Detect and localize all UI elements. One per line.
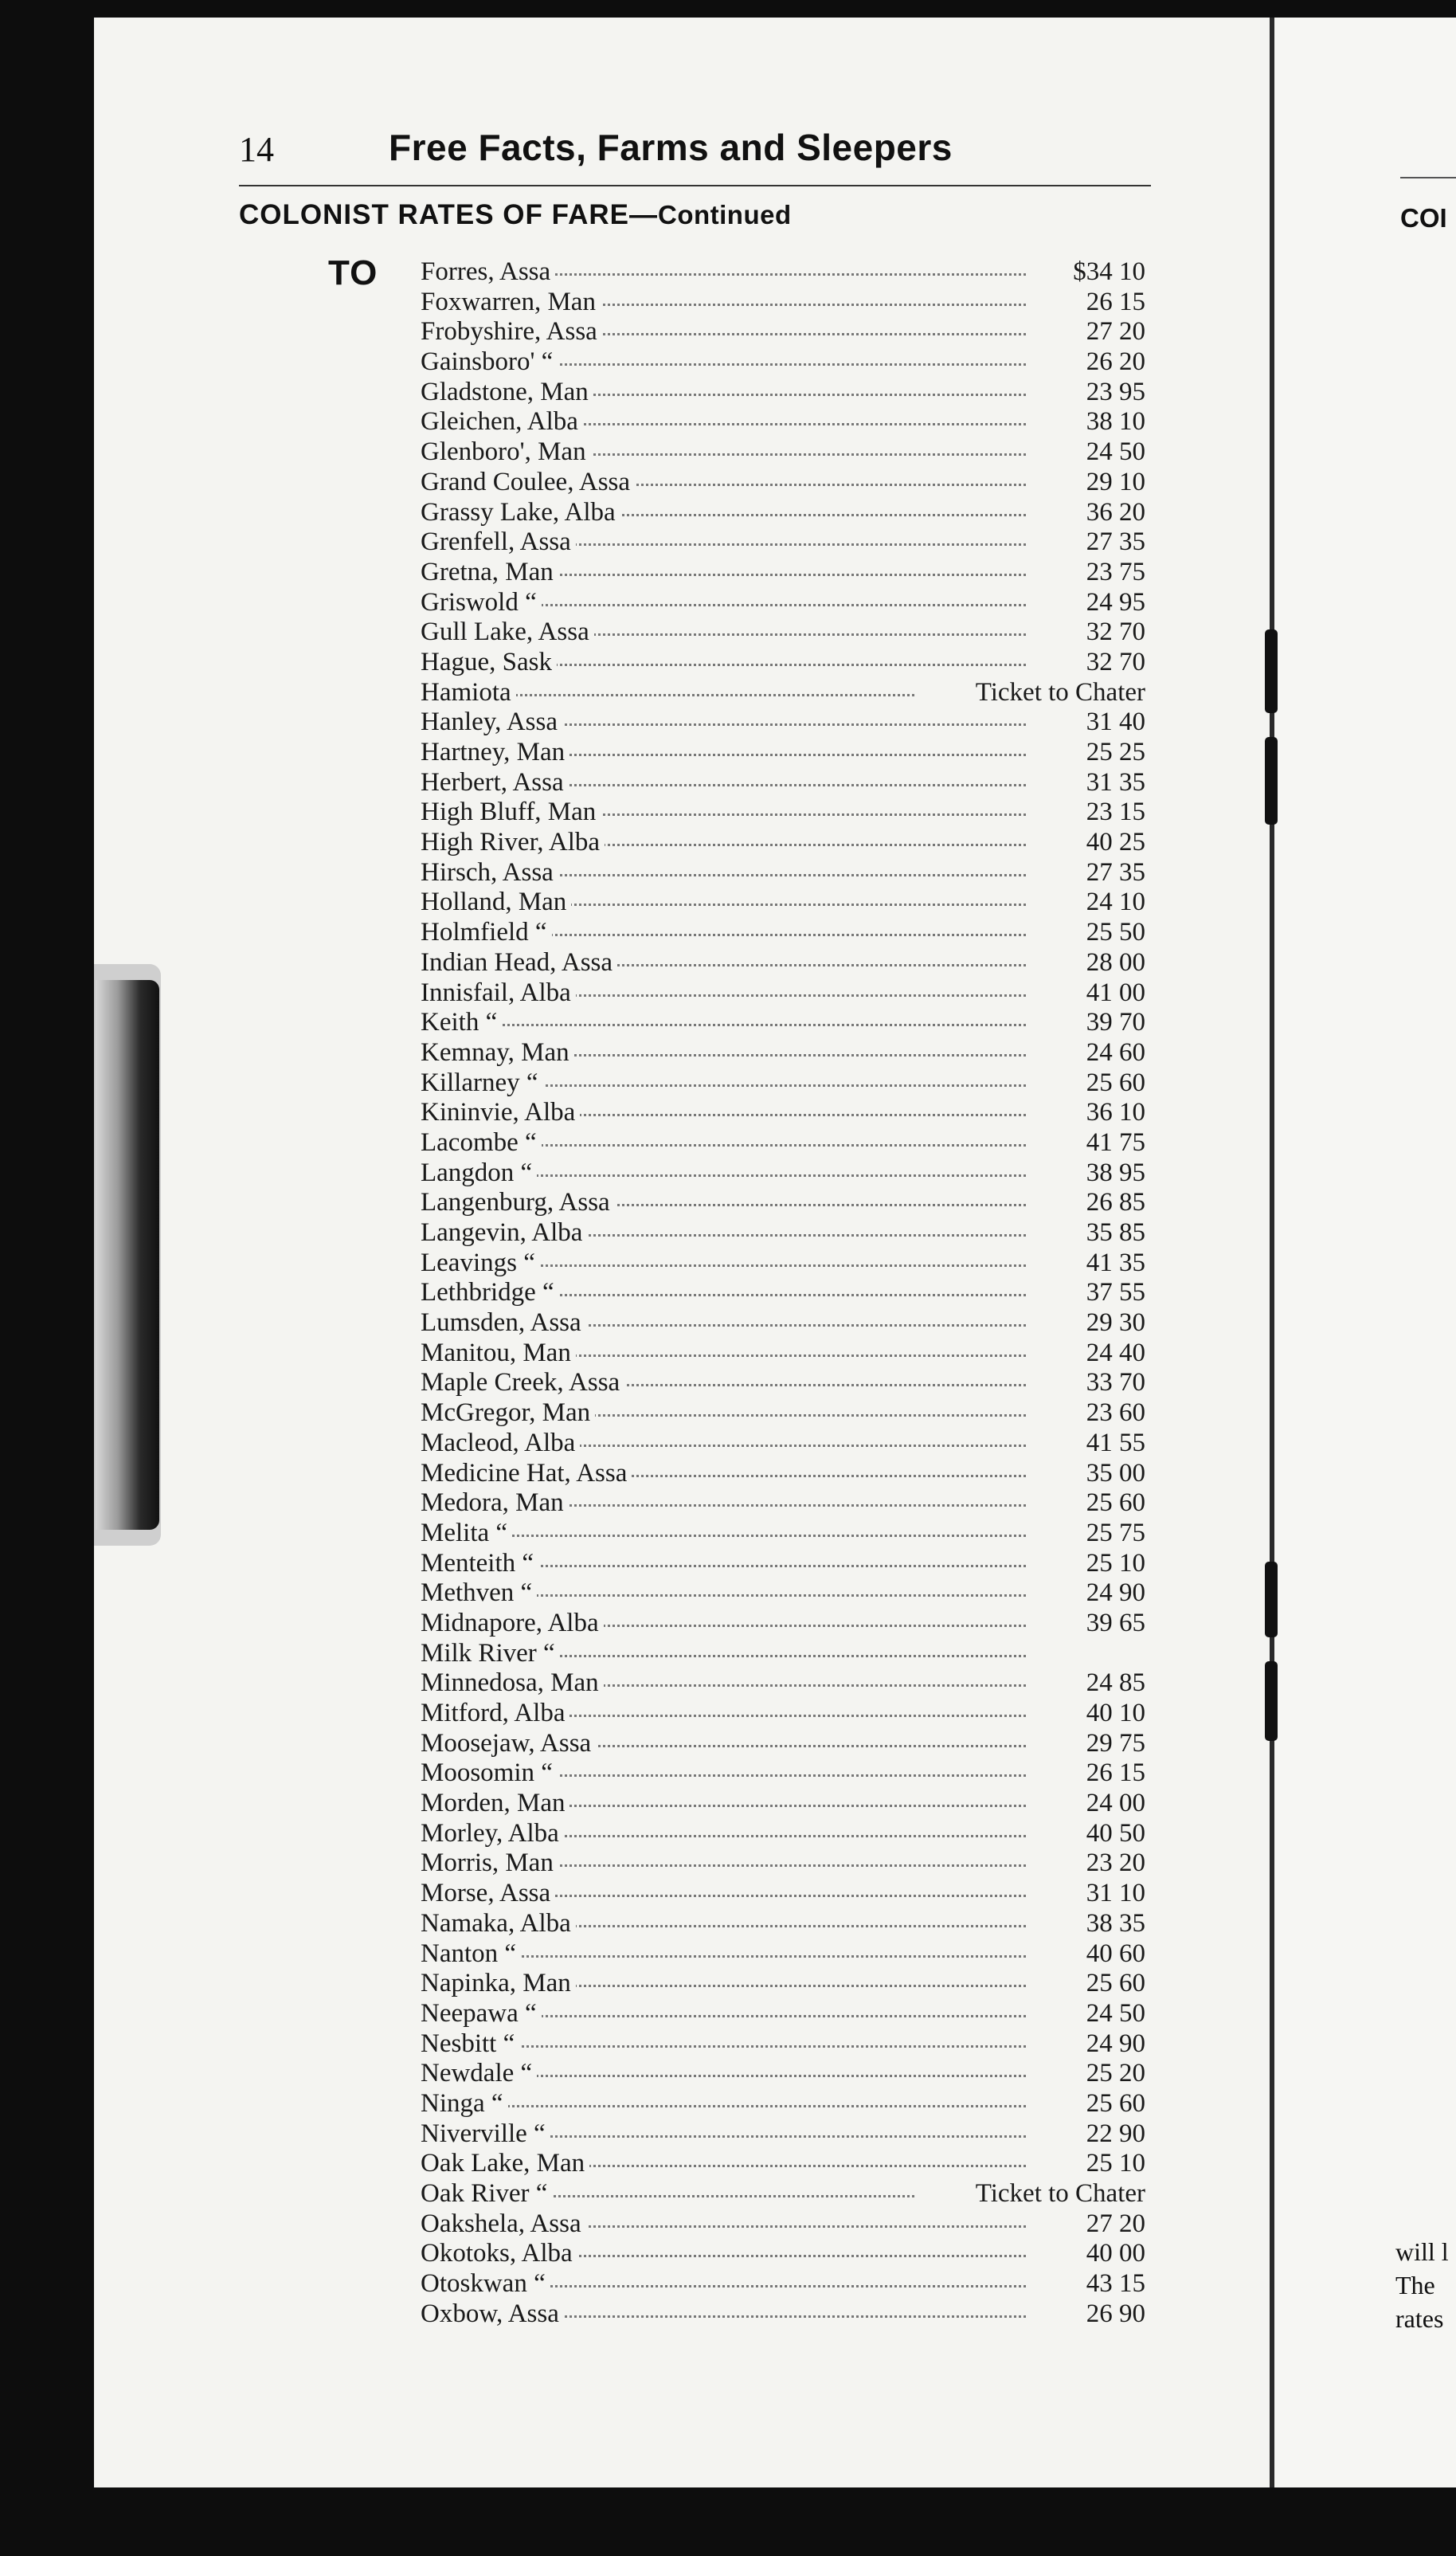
list-item bbox=[421, 648, 1145, 678]
fare-amount: 26 15 bbox=[1026, 1758, 1145, 1788]
destination-name: Oak River “ bbox=[421, 2179, 552, 2209]
list-item bbox=[421, 1819, 1145, 1849]
destination-name: Nesbitt “ bbox=[421, 2029, 519, 2059]
fare-amount: 25 60 bbox=[1026, 1488, 1145, 1518]
list-item bbox=[421, 2179, 1145, 2209]
list-item bbox=[421, 1278, 1145, 1308]
list-item bbox=[421, 1249, 1145, 1279]
list-item bbox=[421, 1789, 1145, 1819]
fare-amount: 24 90 bbox=[1026, 1578, 1145, 1608]
list-item bbox=[421, 527, 1145, 558]
destination-name: Frobyshire, Assa bbox=[421, 317, 602, 347]
facing-page-heading: COI bbox=[1400, 203, 1447, 233]
fare-amount: 39 70 bbox=[1026, 1008, 1145, 1037]
fare-amount: 23 75 bbox=[1026, 558, 1145, 587]
list-item bbox=[421, 2119, 1145, 2150]
fare-amount: 29 10 bbox=[1026, 468, 1145, 497]
fare-amount: 27 35 bbox=[1026, 858, 1145, 888]
destination-name: Gretna, Man bbox=[421, 558, 558, 587]
fare-amount: Ticket to Chater bbox=[914, 2179, 1145, 2209]
fare-amount: 25 25 bbox=[1026, 738, 1145, 767]
list-item bbox=[421, 1459, 1145, 1489]
fare-amount: 23 95 bbox=[1026, 378, 1145, 407]
fare-amount: 24 50 bbox=[1026, 437, 1145, 467]
fare-amount: 35 85 bbox=[1026, 1218, 1145, 1248]
destination-name: Methven “ bbox=[421, 1578, 537, 1608]
list-item bbox=[421, 1038, 1145, 1068]
fare-amount: 36 20 bbox=[1026, 498, 1145, 527]
fare-amount: 32 70 bbox=[1026, 617, 1145, 647]
list-item bbox=[421, 1488, 1145, 1519]
facing-page-line: rates bbox=[1395, 2304, 1444, 2333]
destination-name: Herbert, Assa bbox=[421, 768, 569, 798]
fare-amount: 23 20 bbox=[1026, 1848, 1145, 1878]
fare-amount: 41 00 bbox=[1026, 978, 1145, 1008]
destination-name: Lethbridge “ bbox=[421, 1278, 559, 1307]
fare-amount: 41 35 bbox=[1026, 1249, 1145, 1278]
destination-name: Morse, Assa bbox=[421, 1879, 555, 1908]
fare-amount: 26 85 bbox=[1026, 1188, 1145, 1217]
list-item bbox=[421, 1339, 1145, 1369]
list-item bbox=[421, 828, 1145, 858]
section-dash: — bbox=[628, 199, 658, 230]
destination-name: Gull Lake, Assa bbox=[421, 617, 594, 647]
destination-name: Mitford, Alba bbox=[421, 1699, 569, 1728]
destination-name: Midnapore, Alba bbox=[421, 1609, 604, 1638]
list-item bbox=[421, 558, 1145, 588]
list-item bbox=[421, 347, 1145, 378]
fare-amount: 32 70 bbox=[1026, 648, 1145, 677]
destination-name: Medicine Hat, Assa bbox=[421, 1459, 632, 1488]
list-item bbox=[421, 317, 1145, 347]
destination-name: Morris, Man bbox=[421, 1848, 558, 1878]
destination-name: Medora, Man bbox=[421, 1488, 569, 1518]
leader-dots bbox=[421, 2105, 1026, 2107]
list-item bbox=[421, 1639, 1145, 1669]
facing-page-line: The bbox=[1395, 2271, 1435, 2299]
list-item bbox=[421, 738, 1145, 768]
destination-name: Kininvie, Alba bbox=[421, 1098, 580, 1127]
list-item bbox=[421, 2089, 1145, 2119]
destination-name: Morden, Man bbox=[421, 1789, 569, 1818]
header-rule bbox=[239, 185, 1151, 186]
list-item bbox=[421, 1879, 1145, 1909]
list-item bbox=[421, 468, 1145, 498]
list-item bbox=[421, 1549, 1145, 1579]
list-item bbox=[421, 1218, 1145, 1249]
destination-name: Innisfail, Alba bbox=[421, 978, 576, 1008]
destination-name: Melita “ bbox=[421, 1519, 512, 1548]
list-item bbox=[421, 1668, 1145, 1699]
destination-name: Kemnay, Man bbox=[421, 1038, 574, 1068]
destination-name: Hague, Sask bbox=[421, 648, 557, 677]
fare-amount: 23 60 bbox=[1026, 1398, 1145, 1428]
list-item bbox=[421, 588, 1145, 618]
list-item bbox=[421, 378, 1145, 408]
fare-amount: 25 60 bbox=[1026, 1068, 1145, 1098]
fare-amount: 25 60 bbox=[1026, 2089, 1145, 2119]
fare-amount: 23 15 bbox=[1026, 798, 1145, 827]
fare-amount: 24 10 bbox=[1026, 888, 1145, 917]
list-item bbox=[421, 948, 1145, 978]
destination-name: Gleichen, Alba bbox=[421, 407, 583, 437]
fare-amount: 31 10 bbox=[1026, 1879, 1145, 1908]
list-item bbox=[421, 1699, 1145, 1729]
destination-name: Gladstone, Man bbox=[421, 378, 593, 407]
destination-name: Hirsch, Assa bbox=[421, 858, 558, 888]
fare-amount: 37 55 bbox=[1026, 1278, 1145, 1307]
fare-amount: 40 50 bbox=[1026, 1819, 1145, 1848]
fare-amount: 24 40 bbox=[1026, 1339, 1145, 1368]
list-item bbox=[421, 1398, 1145, 1429]
list-item bbox=[421, 437, 1145, 468]
fare-amount: 26 20 bbox=[1026, 347, 1145, 377]
fare-amount: 40 25 bbox=[1026, 828, 1145, 857]
list-item bbox=[421, 2059, 1145, 2089]
destination-name: Otoskwan “ bbox=[421, 2269, 550, 2299]
list-item bbox=[421, 1368, 1145, 1398]
destination-name: High Bluff, Man bbox=[421, 798, 601, 827]
list-item bbox=[421, 858, 1145, 888]
list-item bbox=[421, 1909, 1145, 1939]
list-item bbox=[421, 1429, 1145, 1459]
destination-name: Oakshela, Assa bbox=[421, 2209, 586, 2239]
list-item bbox=[421, 407, 1145, 437]
to-label: TO bbox=[328, 253, 378, 292]
list-item bbox=[421, 1098, 1145, 1128]
destination-name: Oxbow, Assa bbox=[421, 2299, 564, 2329]
list-item bbox=[421, 1939, 1145, 1970]
facing-page-rule bbox=[1400, 177, 1456, 178]
destination-name: Niverville “ bbox=[421, 2119, 550, 2149]
destination-name: Langenburg, Assa bbox=[421, 1188, 615, 1217]
fare-amount: 24 85 bbox=[1026, 1668, 1145, 1698]
list-item bbox=[421, 1188, 1145, 1218]
fare-amount: 25 20 bbox=[1026, 2059, 1145, 2088]
destination-name: Holmfield “ bbox=[421, 918, 552, 947]
destination-name: Newdale “ bbox=[421, 2059, 537, 2088]
fare-amount: 36 10 bbox=[1026, 1098, 1145, 1127]
list-item bbox=[421, 617, 1145, 648]
fare-amount: $34 10 bbox=[1026, 257, 1145, 287]
destination-name: Ninga “ bbox=[421, 2089, 508, 2119]
fare-amount: 25 75 bbox=[1026, 1519, 1145, 1548]
fare-amount: 40 00 bbox=[1026, 2239, 1145, 2268]
destination-name: Lumsden, Assa bbox=[421, 1308, 586, 1338]
list-item bbox=[421, 1128, 1145, 1158]
destination-name: Langdon “ bbox=[421, 1158, 537, 1188]
destination-name: Macleod, Alba bbox=[421, 1429, 580, 1458]
destination-name: Lacombe “ bbox=[421, 1128, 542, 1158]
destination-name: Maple Creek, Assa bbox=[421, 1368, 624, 1398]
list-item bbox=[421, 978, 1145, 1009]
binding-mark bbox=[1265, 737, 1278, 825]
fare-amount: 24 60 bbox=[1026, 1038, 1145, 1068]
destination-name: Leavings “ bbox=[421, 1249, 540, 1278]
list-item bbox=[421, 708, 1145, 738]
destination-name: Holland, Man bbox=[421, 888, 571, 917]
destination-name: Manitou, Man bbox=[421, 1339, 576, 1368]
page-header bbox=[239, 126, 1004, 182]
destination-name: Indian Head, Assa bbox=[421, 948, 617, 978]
fare-amount: 33 70 bbox=[1026, 1368, 1145, 1398]
destination-name: Grassy Lake, Alba bbox=[421, 498, 620, 527]
destination-name: Keith “ bbox=[421, 1008, 502, 1037]
destination-name: Moosomin “ bbox=[421, 1758, 558, 1788]
destination-name: Hanley, Assa bbox=[421, 708, 562, 737]
destination-name: Killarney “ bbox=[421, 1068, 543, 1098]
list-item bbox=[421, 2149, 1145, 2179]
destination-name: Morley, Alba bbox=[421, 1819, 564, 1848]
fare-amount: 39 65 bbox=[1026, 1609, 1145, 1638]
list-item bbox=[421, 498, 1145, 528]
page-clip-shadow bbox=[96, 980, 159, 1530]
binding-mark bbox=[1265, 1562, 1278, 1637]
destination-name: McGregor, Man bbox=[421, 1398, 595, 1428]
list-item bbox=[421, 1848, 1145, 1879]
fare-amount: 24 95 bbox=[1026, 588, 1145, 617]
list-item bbox=[421, 1729, 1145, 1759]
destination-name: Napinka, Man bbox=[421, 1969, 576, 1998]
list-item bbox=[421, 678, 1145, 708]
fare-amount: 38 10 bbox=[1026, 407, 1145, 437]
fare-amount: 25 10 bbox=[1026, 1549, 1145, 1578]
destination-name: Namaka, Alba bbox=[421, 1909, 576, 1939]
destination-name: Menteith “ bbox=[421, 1549, 538, 1578]
fare-amount: 31 40 bbox=[1026, 708, 1145, 737]
destination-name: Hartney, Man bbox=[421, 738, 569, 767]
destination-name: Minnedosa, Man bbox=[421, 1668, 604, 1698]
fare-amount: 43 15 bbox=[1026, 2269, 1145, 2299]
fare-amount: 29 75 bbox=[1026, 1729, 1145, 1758]
fare-amount: 28 00 bbox=[1026, 948, 1145, 978]
section-heading bbox=[239, 199, 792, 231]
fare-amount: 24 00 bbox=[1026, 1789, 1145, 1818]
page-title: Free Facts, Farms and Sleepers bbox=[389, 127, 953, 168]
list-item bbox=[421, 888, 1145, 918]
section-heading-text: COLONIST RATES OF FARE bbox=[239, 199, 629, 230]
list-item bbox=[421, 2299, 1145, 2330]
fare-amount: 41 75 bbox=[1026, 1128, 1145, 1158]
list-item bbox=[421, 288, 1145, 318]
destination-name: Foxwarren, Man bbox=[421, 288, 601, 317]
destination-name: Gainsboro' “ bbox=[421, 347, 558, 377]
list-item bbox=[421, 1519, 1145, 1549]
fare-amount: 24 50 bbox=[1026, 1999, 1145, 2029]
list-item bbox=[421, 2239, 1145, 2269]
fare-amount: 25 10 bbox=[1026, 2149, 1145, 2178]
list-item bbox=[421, 2269, 1145, 2299]
fare-amount: 31 35 bbox=[1026, 768, 1145, 798]
list-item bbox=[421, 918, 1145, 948]
section-continued: Continued bbox=[657, 200, 792, 229]
fare-amount: 40 60 bbox=[1026, 1939, 1145, 1969]
destination-name: High River, Alba bbox=[421, 828, 605, 857]
destination-name: Nanton “ bbox=[421, 1939, 521, 1969]
list-item bbox=[421, 1008, 1145, 1038]
destination-name: Oak Lake, Man bbox=[421, 2149, 589, 2178]
fare-amount: 22 90 bbox=[1026, 2119, 1145, 2149]
fare-amount: 35 00 bbox=[1026, 1459, 1145, 1488]
fare-amount: 40 10 bbox=[1026, 1699, 1145, 1728]
list-item bbox=[421, 257, 1145, 288]
fare-amount: 27 35 bbox=[1026, 527, 1145, 557]
fare-amount: 41 55 bbox=[1026, 1429, 1145, 1458]
destination-name: Neepawa “ bbox=[421, 1999, 542, 2029]
fare-amount: 27 20 bbox=[1026, 2209, 1145, 2239]
binding-mark bbox=[1265, 629, 1278, 713]
fare-amount: 25 60 bbox=[1026, 1969, 1145, 1998]
list-item bbox=[421, 768, 1145, 798]
destination-name: Langevin, Alba bbox=[421, 1218, 587, 1248]
destination-name: Grenfell, Assa bbox=[421, 527, 576, 557]
list-item bbox=[421, 1758, 1145, 1789]
destination-name: Glenboro', Man bbox=[421, 437, 591, 467]
fare-amount: 25 50 bbox=[1026, 918, 1145, 947]
list-item bbox=[421, 1308, 1145, 1339]
destination-name: Okotoks, Alba bbox=[421, 2239, 577, 2268]
fare-amount: 38 95 bbox=[1026, 1158, 1145, 1188]
fare-amount: 26 15 bbox=[1026, 288, 1145, 317]
list-item bbox=[421, 1068, 1145, 1099]
list-item bbox=[421, 1999, 1145, 2029]
fare-amount: 38 35 bbox=[1026, 1909, 1145, 1939]
list-item bbox=[421, 1969, 1145, 1999]
fare-amount: 27 20 bbox=[1026, 317, 1145, 347]
facing-page bbox=[1274, 18, 1456, 2487]
destination-name: Griswold “ bbox=[421, 588, 542, 617]
destination-name: Moosejaw, Assa bbox=[421, 1729, 596, 1758]
list-item bbox=[421, 1578, 1145, 1609]
fare-amount: 26 90 bbox=[1026, 2299, 1145, 2329]
rates-list bbox=[421, 257, 1145, 2329]
list-item bbox=[421, 2209, 1145, 2240]
list-item bbox=[421, 1158, 1145, 1189]
destination-name: Hamiota bbox=[421, 678, 516, 708]
list-item bbox=[421, 1609, 1145, 1639]
leader-dots bbox=[421, 1024, 1026, 1026]
page-number: 14 bbox=[239, 130, 274, 169]
fare-amount: Ticket to Chater bbox=[914, 678, 1145, 708]
fare-amount: 24 90 bbox=[1026, 2029, 1145, 2059]
binding-mark bbox=[1265, 1661, 1278, 1741]
destination-name: Forres, Assa bbox=[421, 257, 555, 287]
list-item bbox=[421, 2029, 1145, 2060]
destination-name: Milk River “ bbox=[421, 1639, 560, 1668]
facing-page-line: will l bbox=[1395, 2237, 1449, 2266]
destination-name: Grand Coulee, Assa bbox=[421, 468, 635, 497]
list-item bbox=[421, 798, 1145, 828]
fare-amount: 29 30 bbox=[1026, 1308, 1145, 1338]
